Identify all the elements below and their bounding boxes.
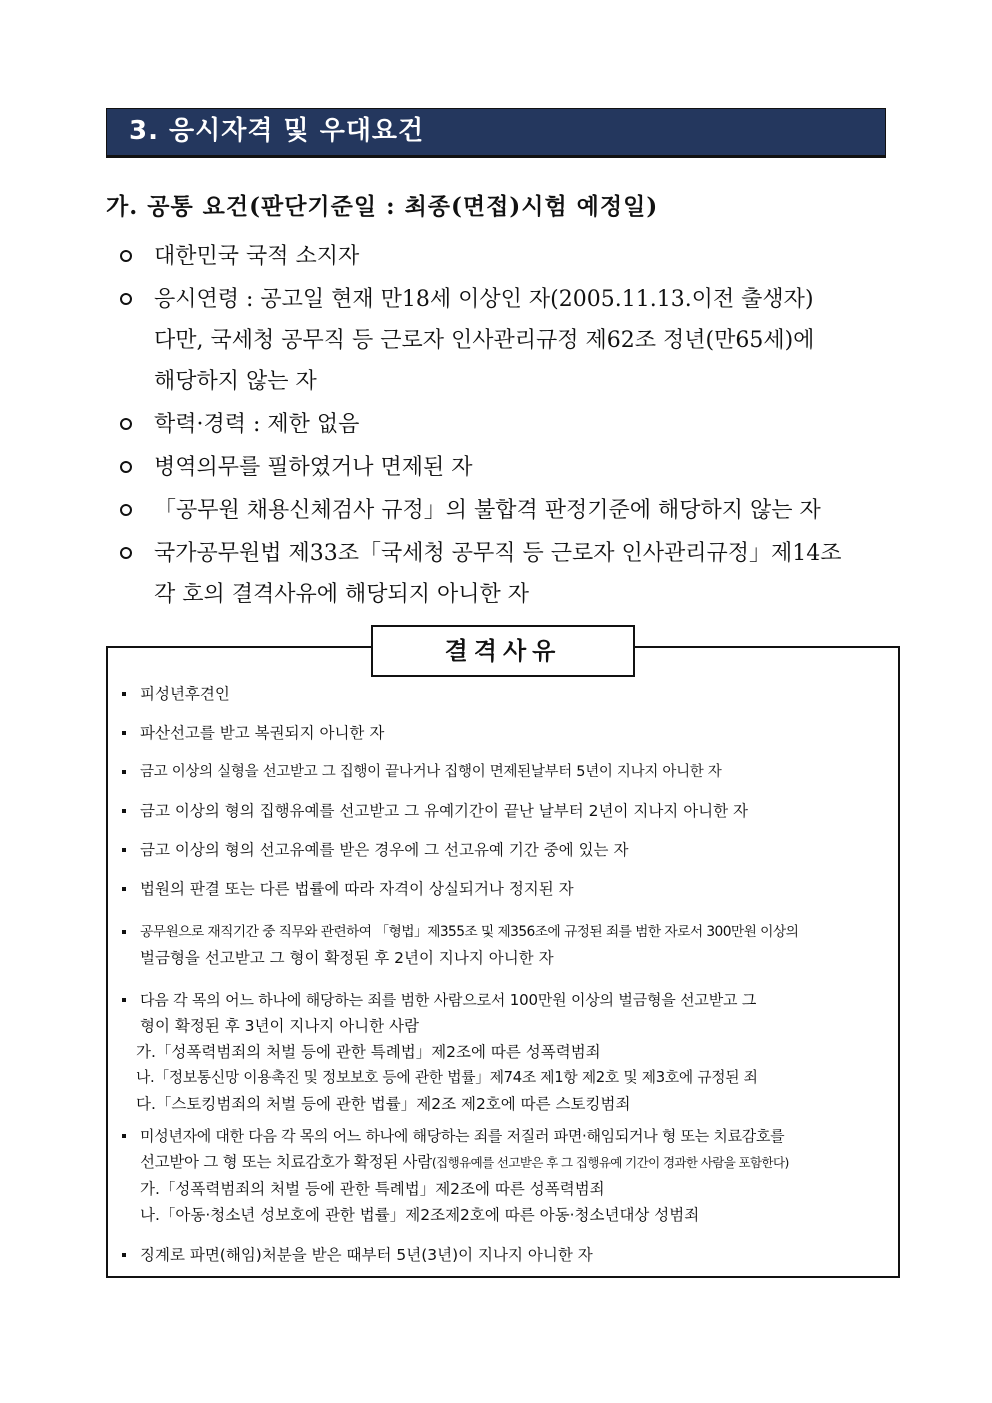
square-bullet-icon [122, 1253, 126, 1257]
circle-bullet-icon [120, 418, 132, 430]
list-item [118, 681, 894, 707]
square-bullet-icon [122, 887, 126, 891]
sub-item-text: 다.「스토킹범죄의 처벌 등에 관한 법률」제2조 제2호에 따른 스토킹범죄 [136, 1095, 631, 1113]
common-requirements-list [116, 236, 886, 617]
list-item [116, 279, 886, 402]
disqualification-text: 형이 확정된 후 3년이 지나지 아니한 사람 [140, 1017, 419, 1035]
common-requirements-heading: 가. 공통 요건(판단기준일 : 최종(면접)시험 예정일) [106, 193, 659, 220]
requirement-text: 병역의무를 필하였거나 면제된 자 [154, 455, 473, 480]
square-bullet-icon [122, 930, 126, 934]
disqualification-title: 결격사유 [371, 625, 635, 677]
square-bullet-icon [122, 809, 126, 813]
requirement-text: 국가공무원법 제33조「국세청 공무직 등 근로자 인사관리규정」제14조 [154, 541, 842, 566]
requirement-text: 응시연령 : 공고일 현재 만18세 이상인 자(2005.11.13.이전 출생자) [154, 287, 814, 312]
square-bullet-icon [122, 1134, 126, 1138]
list-item [118, 1242, 894, 1268]
list-item [118, 837, 894, 863]
square-bullet-icon [122, 998, 126, 1002]
disqualification-text: 파산선고를 받고 복권되지 아니한 자 [140, 724, 385, 742]
sub-item-text: 가.「성폭력범죄의 처벌 등에 관한 특례법」제2조에 따른 성폭력범죄 [136, 1043, 601, 1061]
list-item [116, 447, 886, 488]
requirement-text: 다만, 국세청 공무직 등 근로자 인사관리규정 제62조 정년(만65세)에 [154, 328, 815, 353]
list-item [116, 533, 886, 615]
list-item [118, 919, 894, 971]
disqualification-text: 법원의 판결 또는 다른 법률에 따라 자격이 상실되거나 정지된 자 [140, 880, 574, 898]
square-bullet-icon [122, 731, 126, 735]
circle-bullet-icon [120, 250, 132, 262]
square-bullet-icon [122, 848, 126, 852]
disqualification-text: 벌금형을 선고받고 그 형이 확정된 후 2년이 지나지 아니한 자 [140, 949, 554, 967]
requirement-text: 학력·경력 : 제한 없음 [154, 412, 360, 437]
requirement-text: 「공무원 채용신체검사 규정」의 불합격 판정기준에 해당하지 않는 자 [154, 498, 821, 523]
sub-item-text: 나.「아동·청소년 성보호에 관한 법률」제2조제2호에 따른 아동·청소년대상 성범죄 [140, 1206, 700, 1224]
circle-bullet-icon [120, 461, 132, 473]
square-bullet-icon [122, 692, 126, 696]
list-item [116, 236, 886, 277]
disqualification-text: 금고 이상의 형의 집행유예를 선고받고 그 유예기간이 끝난 날부터 2년이 지나지 아니한 자 [140, 802, 749, 820]
disqualification-text: 다음 각 목의 어느 하나에 해당하는 죄를 범한 사람으로서 100만원 이상의 벌금형을 선고받고 그 [140, 991, 757, 1009]
sub-item-text: 나.「정보통신망 이용촉진 및 정보보호 등에 관한 법률」제74조 제1항 제2호 및 제3호에 규정된 죄 [136, 1069, 758, 1086]
disqualification-text: 금고 이상의 형의 선고유예를 받은 경우에 그 선고유예 기간 중에 있는 자 [140, 841, 629, 859]
disqualification-text: 미성년자에 대한 다음 각 목의 어느 하나에 해당하는 죄를 저질러 파면·해임되거나 형 또는 치료감호를 [140, 1127, 785, 1145]
circle-bullet-icon [120, 504, 132, 516]
list-item [116, 490, 886, 531]
requirement-text: 해당하지 않는 자 [154, 369, 317, 394]
disqualification-text: 공무원으로 재직기간 중 직무와 관련하여 「형법」제355조 및 제356조에 규정된 죄를 범한 자로서 300만원 이상의 [140, 924, 799, 940]
list-item [118, 798, 894, 824]
disqualification-note: (집행유예를 선고받은 후 그 집행유예 기간이 경과한 사람을 포함한다) [431, 1155, 789, 1170]
requirement-text: 각 호의 결격사유에 해당되지 아니한 자 [154, 582, 529, 607]
requirement-text: 대한민국 국적 소지자 [154, 244, 360, 269]
disqualification-text: 선고받아 그 형 또는 치료감호가 확정된 사람 [140, 1153, 432, 1171]
circle-bullet-icon [120, 293, 132, 305]
list-item [118, 720, 894, 746]
disqualification-text: 징계로 파면(해임)처분을 받은 때부터 5년(3년)이 지나지 아니한 자 [140, 1246, 593, 1264]
circle-bullet-icon [120, 547, 132, 559]
list-item [118, 987, 894, 1117]
disqualification-text: 금고 이상의 실형을 선고받고 그 집행이 끝나거나 집행이 면제된날부터 5년이 지나지 아니한 자 [140, 764, 722, 780]
list-item [118, 759, 894, 785]
disqualification-list [118, 681, 894, 1268]
list-item [118, 876, 894, 902]
sub-item-text: 가.「성폭력범죄의 처벌 등에 관한 특례법」제2조에 따른 성폭력범죄 [140, 1180, 605, 1198]
section-header: 3. 응시자격 및 우대요건 [106, 108, 886, 158]
list-item [116, 404, 886, 445]
list-item [118, 1123, 894, 1228]
square-bullet-icon [122, 770, 126, 774]
disqualification-text: 피성년후견인 [140, 685, 230, 703]
